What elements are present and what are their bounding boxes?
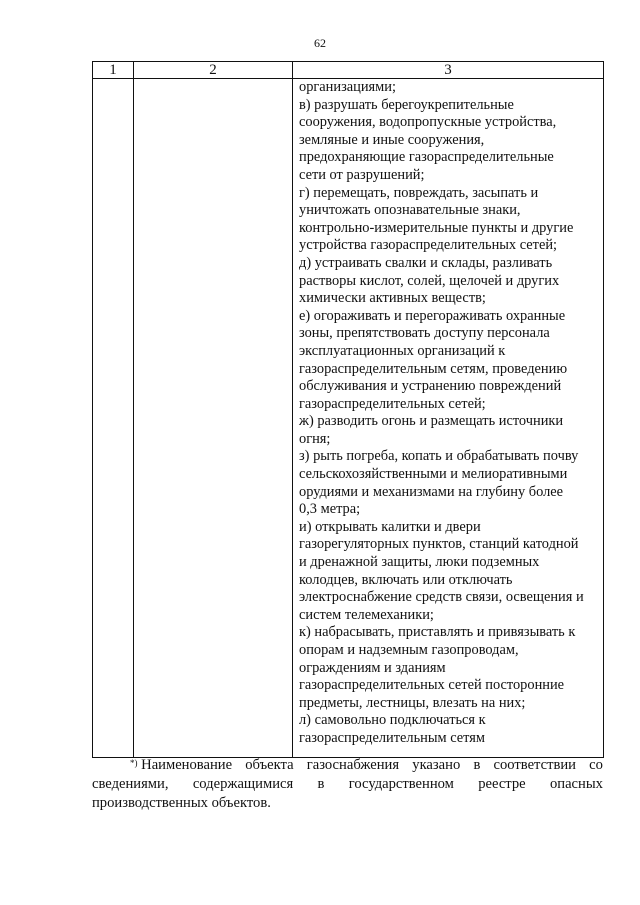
- prohibitions-text: [293, 79, 603, 748]
- text-line: г) перемещать, повреждать, засыпать и: [299, 184, 539, 201]
- text-line: з) рыть погреба, копать и обрабатывать почву: [299, 448, 579, 465]
- text-line: газораспределительных сетей посторонние: [299, 677, 565, 694]
- cell-col2: [134, 79, 293, 758]
- footnote-line-3: производственных объектов.: [92, 795, 271, 811]
- text-line: и) открывать калитки и двери: [299, 518, 481, 535]
- footnote-word: *) Наименование: [130, 757, 233, 773]
- text-line: сельскохозяйственными и мелиоративными: [299, 466, 568, 483]
- text-line: организациями;: [299, 79, 396, 95]
- text-line: обслуживания и устранению повреждений: [299, 378, 562, 395]
- text-line: к) набрасывать, приставлять и привязывать к: [299, 624, 576, 641]
- table-header-row: [93, 62, 604, 79]
- text-line: химически активных веществ;: [299, 290, 486, 307]
- text-line: л) самовольно подключаться к: [299, 712, 486, 729]
- page-number: 62: [314, 36, 326, 50]
- text-line: опорам и надземным газопроводам,: [299, 642, 519, 658]
- text-line: и дренажной защиты, люки подземных: [299, 554, 540, 571]
- text-line: ограждениям и зданиям: [299, 659, 446, 676]
- footnote-word: соответствии: [493, 757, 576, 773]
- footnote-word: газоснабжения: [306, 757, 400, 773]
- text-line: газораспределительных сетей;: [299, 395, 486, 412]
- text-line: сооружения, водопропускные устройства,: [299, 114, 557, 131]
- text-line: зоны, препятствовать доступу персонала: [299, 325, 550, 342]
- footnote-word: опасных: [549, 776, 603, 792]
- footnote-line-2: [92, 775, 603, 794]
- text-line: устройства газораспределительных сетей;: [299, 237, 558, 254]
- text-line: орудиями и механизмами на глубину более: [299, 483, 564, 500]
- footnote-word: в: [473, 757, 481, 773]
- text-line: растворы кислот, солей, щелочей и других: [299, 272, 560, 289]
- footnote-word: объекта: [245, 757, 294, 773]
- requirements-table: [92, 61, 604, 758]
- text-line: предохраняющие газораспределительные: [299, 149, 554, 166]
- text-line: в) разрушать берегоукрепительные: [299, 96, 514, 113]
- table-row: [93, 79, 604, 758]
- footnote-word: сведениями,: [92, 776, 169, 792]
- column-header-1: 1: [93, 62, 134, 79]
- text-line: газорегуляторных пунктов, станций катодной: [299, 536, 579, 553]
- text-line: колодцев, включать или отключать: [299, 571, 513, 588]
- text-line: 0,3 метра;: [299, 501, 361, 518]
- footnote: [92, 756, 603, 813]
- text-line: систем телемеханики;: [299, 606, 434, 623]
- footnote-word: в: [317, 776, 325, 792]
- text-line: газораспределительным сетям: [299, 729, 486, 746]
- text-line: огня;: [299, 430, 331, 447]
- text-line: ж) разводить огонь и размещать источники: [299, 413, 564, 430]
- footnote-word: государственном: [348, 776, 454, 792]
- text-line: уничтожать опознавательные знаки,: [299, 202, 521, 219]
- text-line: сети от разрушений;: [299, 166, 425, 183]
- text-line: контрольно-измерительные пункты и другие: [299, 219, 574, 236]
- text-line: земляные и иные сооружения,: [299, 131, 485, 148]
- column-header-3: 3: [293, 62, 604, 79]
- footnote-word: реестре: [478, 776, 526, 792]
- text-line: эксплуатационных организаций к: [299, 342, 506, 359]
- column-header-2: 2: [134, 62, 293, 79]
- text-line: газораспределительным сетям, проведению: [299, 360, 568, 377]
- footnote-word: со: [589, 757, 603, 773]
- footnote-word: содержащимися: [192, 776, 294, 792]
- cell-col1: [93, 79, 134, 758]
- text-line: электроснабжение средств связи, освещения и: [299, 589, 584, 606]
- footnote-marker: *): [130, 758, 138, 768]
- footnote-word: указано: [412, 757, 461, 773]
- text-line: д) устраивать свалки и склады, разливать: [299, 254, 553, 271]
- text-line: е) огораживать и перегораживать охранные: [299, 307, 566, 324]
- cell-col3: [293, 79, 604, 758]
- footnote-line-1: [92, 756, 603, 775]
- text-line: предметы, лестницы, влезать на них;: [299, 694, 526, 711]
